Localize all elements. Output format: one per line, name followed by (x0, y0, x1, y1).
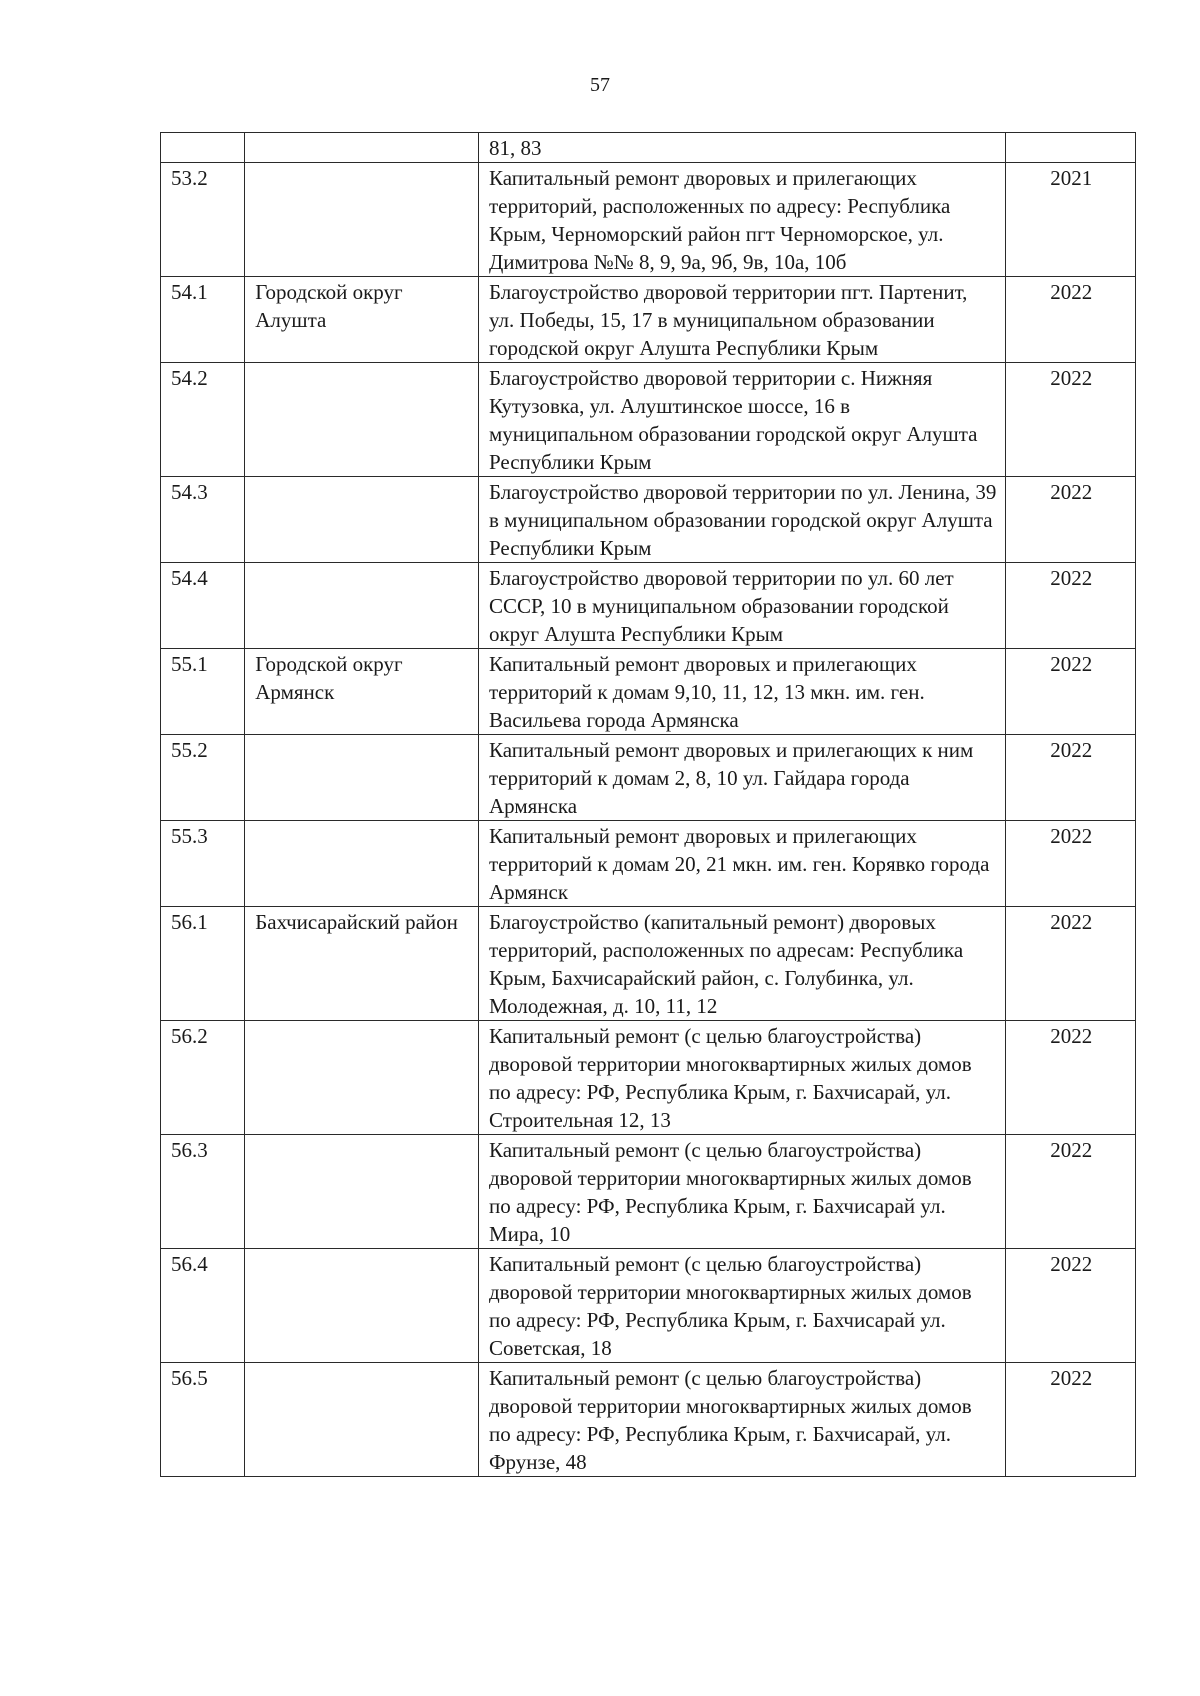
municipality-cell: Городской округ Алушта (245, 277, 479, 363)
table-row (161, 1021, 1136, 1135)
row-number: 54.4 (161, 563, 245, 649)
table-row (161, 821, 1136, 907)
table-row (161, 1249, 1136, 1363)
row-number: 56.3 (161, 1135, 245, 1249)
page-number: 57 (590, 74, 610, 96)
year-cell: 2022 (1005, 649, 1135, 735)
row-number: 55.1 (161, 649, 245, 735)
row-number: 55.2 (161, 735, 245, 821)
year-cell: 2022 (1005, 1363, 1135, 1477)
municipality-cell (245, 1021, 479, 1135)
row-number: 55.3 (161, 821, 245, 907)
table-row (161, 907, 1136, 1021)
row-number: 56.1 (161, 907, 245, 1021)
description-cell: Капитальный ремонт (с целью благоустройства) дворовой территории многоквартирных жилых домов по адресу: РФ, Республика Крым, г. Бахчисарай ул. Советская, 18 (478, 1249, 1005, 1363)
description-cell: Капитальный ремонт дворовых и прилегающих территорий к домам 9,10, 11, 12, 13 мкн. им. ген. Васильева города Армянска (478, 649, 1005, 735)
description-cell: Капитальный ремонт (с целью благоустройства) дворовой территории многоквартирных жилых домов по адресу: РФ, Республика Крым, г. Бахчисарай, ул. Фрунзе, 48 (478, 1363, 1005, 1477)
year-cell: 2022 (1005, 277, 1135, 363)
municipality-cell (245, 821, 479, 907)
table-row (161, 277, 1136, 363)
row-number: 56.2 (161, 1021, 245, 1135)
row-number: 56.4 (161, 1249, 245, 1363)
description-cell: Благоустройство дворовой территории с. Нижняя Кутузовка, ул. Алуштинское шоссе, 16 в муниципальном образовании городской округ Алушта Республики Крым (478, 363, 1005, 477)
row-number: 54.1 (161, 277, 245, 363)
description-cell: Благоустройство дворовой территории пгт. Партенит, ул. Победы, 15, 17 в муниципальном образовании городской округ Алушта Республики Крым (478, 277, 1005, 363)
year-cell: 2022 (1005, 477, 1135, 563)
description-cell: Капитальный ремонт (с целью благоустройства) дворовой территории многоквартирных жилых домов по адресу: РФ, Республика Крым, г. Бахчисарай, ул. Строительная 12, 13 (478, 1021, 1005, 1135)
year-cell: 2022 (1005, 1135, 1135, 1249)
year-cell (1005, 133, 1135, 163)
table-row (161, 563, 1136, 649)
table-row (161, 133, 1136, 163)
table-row (161, 163, 1136, 277)
municipality-cell (245, 735, 479, 821)
row-number: 54.3 (161, 477, 245, 563)
municipality-cell (245, 477, 479, 563)
table-row (161, 649, 1136, 735)
program-table (160, 132, 1136, 1477)
municipality-cell (245, 1249, 479, 1363)
municipality-cell (245, 363, 479, 477)
row-number: 54.2 (161, 363, 245, 477)
year-cell: 2022 (1005, 821, 1135, 907)
description-cell: Благоустройство дворовой территории по ул. 60 лет СССР, 10 в муниципальном образовании городской округ Алушта Республики Крым (478, 563, 1005, 649)
table-row (161, 477, 1136, 563)
year-cell: 2022 (1005, 1249, 1135, 1363)
description-cell: Капитальный ремонт дворовых и прилегающих территорий к домам 20, 21 мкн. им. ген. Корявко города Армянск (478, 821, 1005, 907)
municipality-cell: Городской округ Армянск (245, 649, 479, 735)
table-row (161, 1363, 1136, 1477)
table-row (161, 363, 1136, 477)
row-number (161, 133, 245, 163)
municipality-cell (245, 563, 479, 649)
row-number: 53.2 (161, 163, 245, 277)
municipality-cell (245, 133, 479, 163)
year-cell: 2022 (1005, 363, 1135, 477)
description-cell: Благоустройство дворовой территории по ул. Ленина, 39 в муниципальном образовании городской округ Алушта Республики Крым (478, 477, 1005, 563)
year-cell: 2022 (1005, 907, 1135, 1021)
description-cell: 81, 83 (478, 133, 1005, 163)
municipality-cell (245, 1135, 479, 1249)
table-row (161, 1135, 1136, 1249)
municipality-cell: Бахчисарайский район (245, 907, 479, 1021)
description-cell: Капитальный ремонт дворовых и прилегающих к ним территорий к домам 2, 8, 10 ул. Гайдара города Армянска (478, 735, 1005, 821)
description-cell: Благоустройство (капитальный ремонт) дворовых территорий, расположенных по адресам: Республика Крым, Бахчисарайский район, с. Голубинка, ул. Молодежная, д. 10, 11, 12 (478, 907, 1005, 1021)
year-cell: 2022 (1005, 1021, 1135, 1135)
municipality-cell (245, 1363, 479, 1477)
description-cell: Капитальный ремонт (с целью благоустройства) дворовой территории многоквартирных жилых домов по адресу: РФ, Республика Крым, г. Бахчисарай ул. Мира, 10 (478, 1135, 1005, 1249)
year-cell: 2022 (1005, 563, 1135, 649)
year-cell: 2022 (1005, 735, 1135, 821)
row-number: 56.5 (161, 1363, 245, 1477)
table-row (161, 735, 1136, 821)
description-cell: Капитальный ремонт дворовых и прилегающих территорий, расположенных по адресу: Республика Крым, Черноморский район пгт Черноморское, ул. Димитрова №№ 8, 9, 9а, 9б, 9в, 10а, 10б (478, 163, 1005, 277)
year-cell: 2021 (1005, 163, 1135, 277)
municipality-cell (245, 163, 479, 277)
